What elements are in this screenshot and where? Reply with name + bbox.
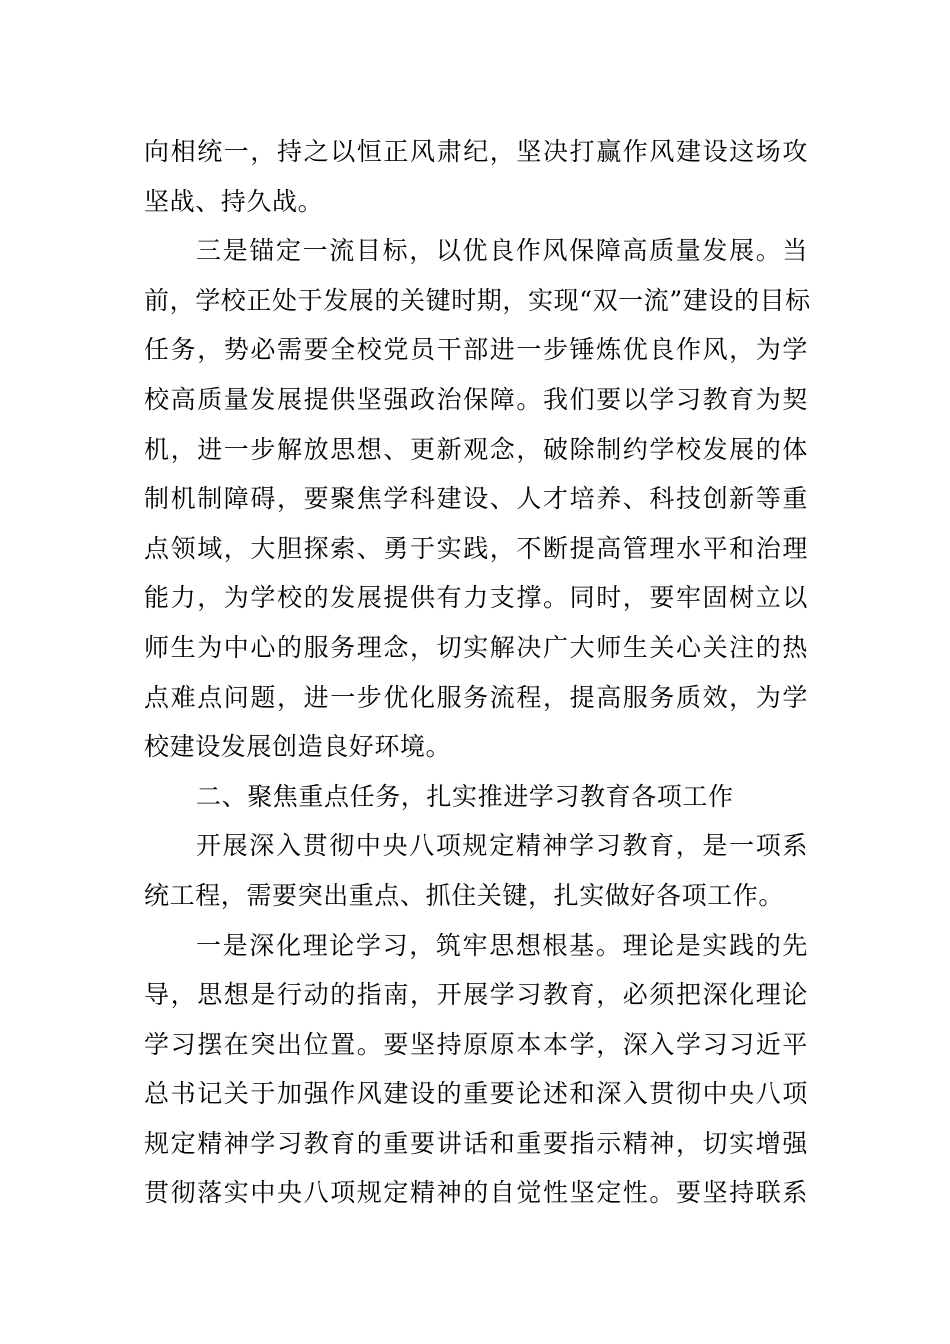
text-line: 总书记关于加强作风建设的重要论述和深入贯彻中央八项 xyxy=(144,1079,808,1109)
text-line: 校建设发展创造良好环境。 xyxy=(144,732,452,762)
text-line: 贯彻落实中央八项规定精神的自觉性坚定性。要坚持联系 xyxy=(144,1178,808,1208)
text-line: 制机制障碍，要聚焦学科建设、人才培养、科技创新等重 xyxy=(144,484,808,514)
text-line: 前，学校正处于发展的关键时期，实现“双一流”建设的目标 xyxy=(144,285,811,315)
paragraph-start-line: 一是深化理论学习，筑牢思想根基。理论是实践的先 xyxy=(196,930,808,960)
text-line: 任务，势必需要全校党员干部进一步锤炼优良作风，为学 xyxy=(144,335,808,365)
paragraph-start-line: 开展深入贯彻中央八项规定精神学习教育，是一项系 xyxy=(196,831,808,861)
text-line: 导，思想是行动的指南，开展学习教育，必须把深化理论 xyxy=(144,980,808,1010)
text-line: 机，进一步解放思想、更新观念，破除制约学校发展的体 xyxy=(144,434,808,464)
text-line: 校高质量发展提供坚强政治保障。我们要以学习教育为契 xyxy=(144,384,808,414)
text-line: 坚战、持久战。 xyxy=(144,186,324,216)
section-heading: 二、聚焦重点任务，扎实推进学习教育各项工作 xyxy=(196,781,734,811)
paragraph-start-line: 三是锚定一流目标，以优良作风保障高质量发展。当 xyxy=(196,236,808,266)
text-line: 向相统一，持之以恒正风肃纪，坚决打赢作风建设这场攻 xyxy=(144,137,808,166)
text-line: 点领域，大胆探索、勇于实践，不断提高管理水平和治理 xyxy=(144,533,808,563)
text-line: 师生为中心的服务理念，切实解决广大师生关心关注的热 xyxy=(144,632,808,662)
text-line: 统工程，需要突出重点、抓住关键，扎实做好各项工作。 xyxy=(144,880,785,910)
text-line: 点难点问题，进一步优化服务流程，提高服务质效，为学 xyxy=(144,682,808,712)
document-body-text xyxy=(144,127,811,1218)
text-line: 规定精神学习教育的重要讲话和重要指示精神，切实增强 xyxy=(144,1128,808,1158)
text-line: 学习摆在突出位置。要坚持原原本本学，深入学习习近平 xyxy=(144,1029,808,1059)
text-line: 能力，为学校的发展提供有力支撑。同时，要牢固树立以 xyxy=(144,583,808,613)
